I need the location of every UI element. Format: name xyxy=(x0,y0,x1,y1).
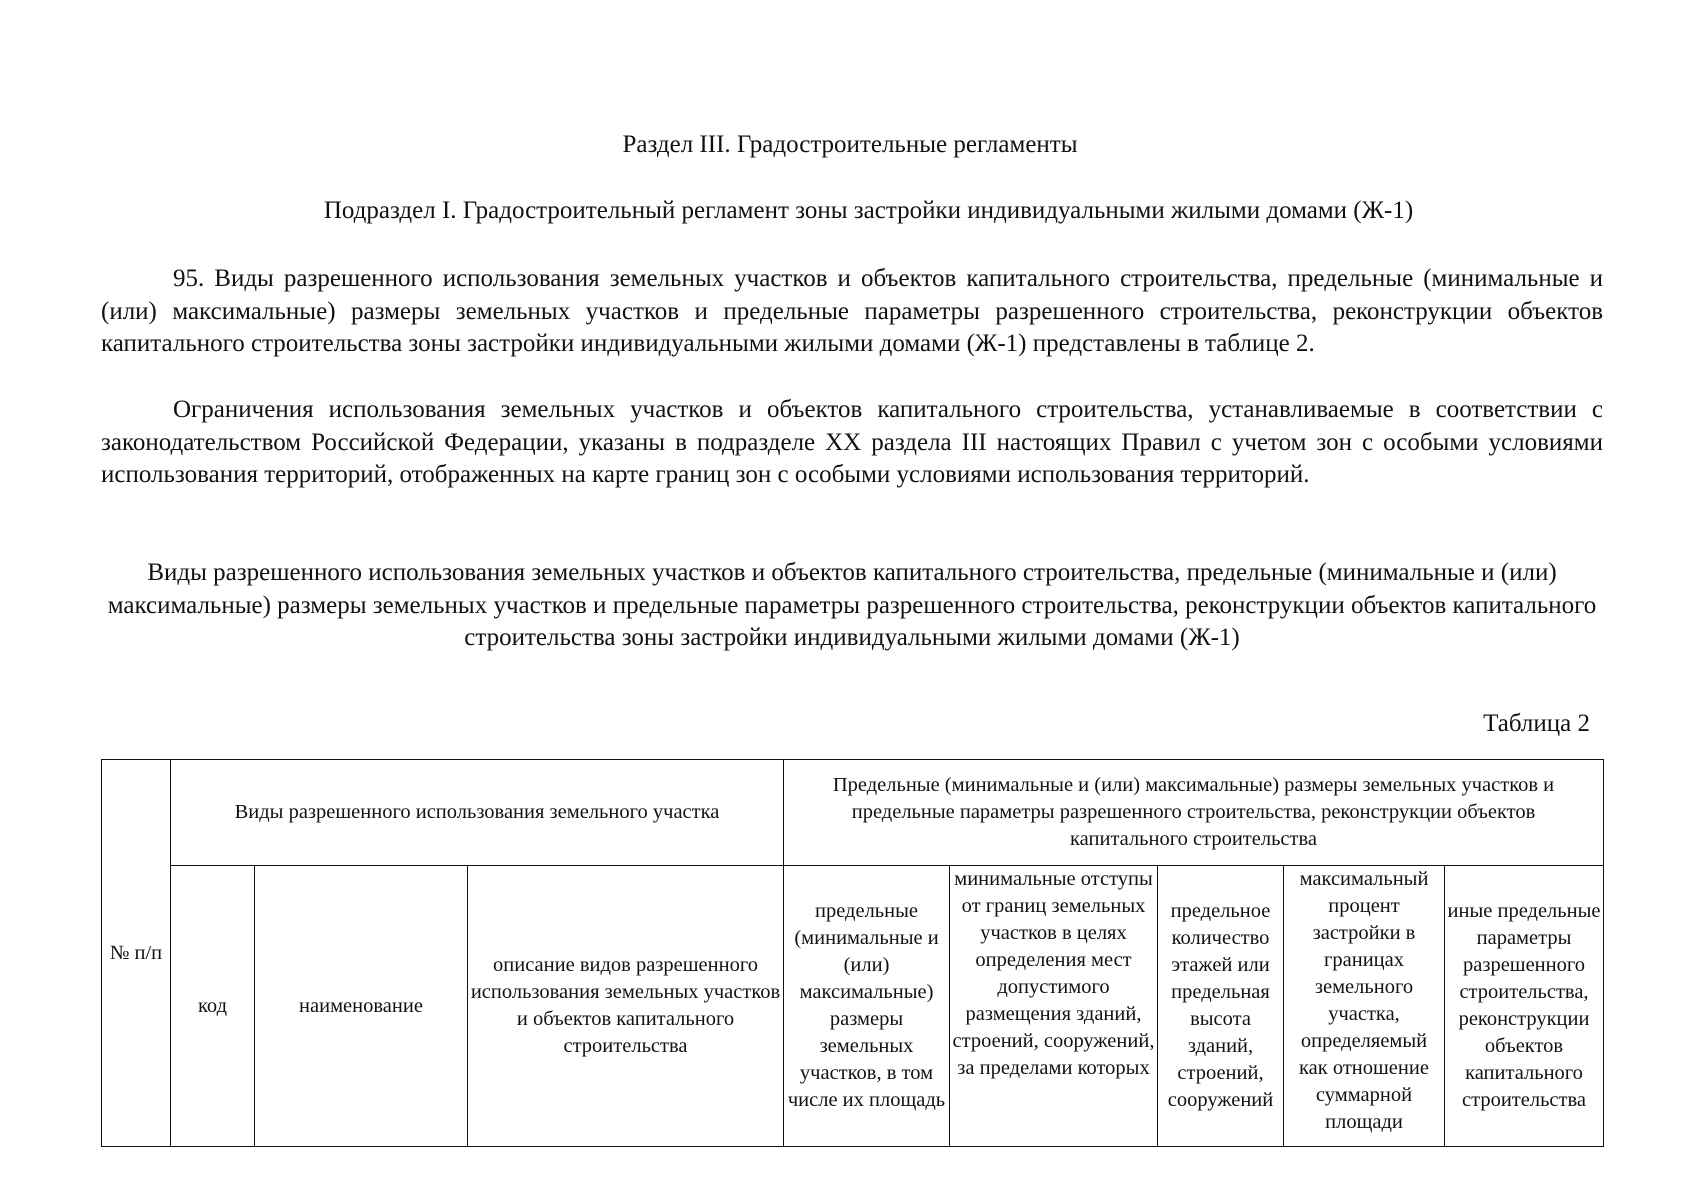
paragraph-2 xyxy=(101,394,1603,492)
table-header-row-2 xyxy=(102,866,1604,1147)
subsection-title xyxy=(0,197,1697,225)
header-group-uses xyxy=(171,760,784,866)
header-other xyxy=(1445,866,1604,1147)
header-number xyxy=(102,760,171,1147)
section-title: Раздел III. Градостроительные регламенты xyxy=(622,131,1078,158)
header-description xyxy=(468,866,784,1147)
table-label: Таблица 2 xyxy=(1483,710,1590,737)
header-group-limits-text: Предельные (минимальные и (или) максимальные) размеры земельных участков и предельные параметры разрешенного строительства, реконструкции объектов капитального строительства xyxy=(832,774,1555,850)
header-coverage xyxy=(1284,866,1445,1147)
paragraph-2-text: Ограничения использования земельных участков и объектов капитального строительства, устанавливаемые в соответствии с законодательством Российской Федерации, указаны в подразделе XX раздела III настоящих Правил с учетом зон с особыми условиями использования территорий, отображенных на карте границ зон с особыми условиями использования территорий. xyxy=(101,396,1603,488)
header-floors xyxy=(1158,866,1284,1147)
regulations-table xyxy=(101,759,1604,1147)
header-code xyxy=(171,866,255,1147)
header-setbacks-text: минимальные отступы от границ земельных участков в целях определения мест допустимого размещения зданий, строений, сооружений, за пределами которых xyxy=(952,868,1155,1079)
header-group-uses-text: Виды разрешенного использования земельного участка xyxy=(234,801,720,823)
header-floors-text: предельное количество этажей или предельная высота зданий, строений, сооружений xyxy=(1167,900,1274,1111)
header-setbacks xyxy=(950,866,1158,1147)
header-code-text: код xyxy=(197,994,227,1017)
header-coverage-text: максимальный процент застройки в границах земельного участка, определяемый как отношение суммарной площади xyxy=(1299,868,1429,1133)
header-plot-size-text: предельные (минимальные и (или) максимальные) размеры земельных участков, в том числе их площадь xyxy=(787,900,946,1111)
header-name xyxy=(255,866,468,1147)
paragraph-1 xyxy=(101,263,1603,361)
header-other-text: иные предельные параметры разрешенного строительства, реконструкции объектов капитального строительства xyxy=(1447,900,1601,1111)
paragraph-1-text: 95. Виды разрешенного использования земельных участков и объектов капитального строительства, предельные (минимальные и (или) максимальные) размеры земельных участков и предельные параметры разрешенного строительства, реконструкции объектов капитального строительства зоны застройки индивидуальными жилыми домами (Ж-1) представлены в таблице 2. xyxy=(101,265,1603,357)
header-plot-size xyxy=(784,866,950,1147)
header-name-text: наименование xyxy=(299,994,423,1017)
header-description-text: описание видов разрешенного использования земельных участков и объектов капитального строительства xyxy=(470,954,781,1057)
table-caption: Виды разрешенного использования земельных участков и объектов капитального строительства, предельные (минимальные и (или) максимальные) размеры земельных участков и предельные параметры разрешенного строительства, реконструкции объектов капитального строительства зоны застройки индивидуальными жилыми домами (Ж-1) xyxy=(107,559,1597,651)
header-group-limits xyxy=(784,760,1604,866)
subsection-title-text: Подраздел I. Градостроительный регламент зоны застройки индивидуальными жилыми домами (Ж-1) xyxy=(323,197,1414,224)
table-header-row-1 xyxy=(102,760,1604,866)
header-number-text: № п/п xyxy=(109,941,163,964)
